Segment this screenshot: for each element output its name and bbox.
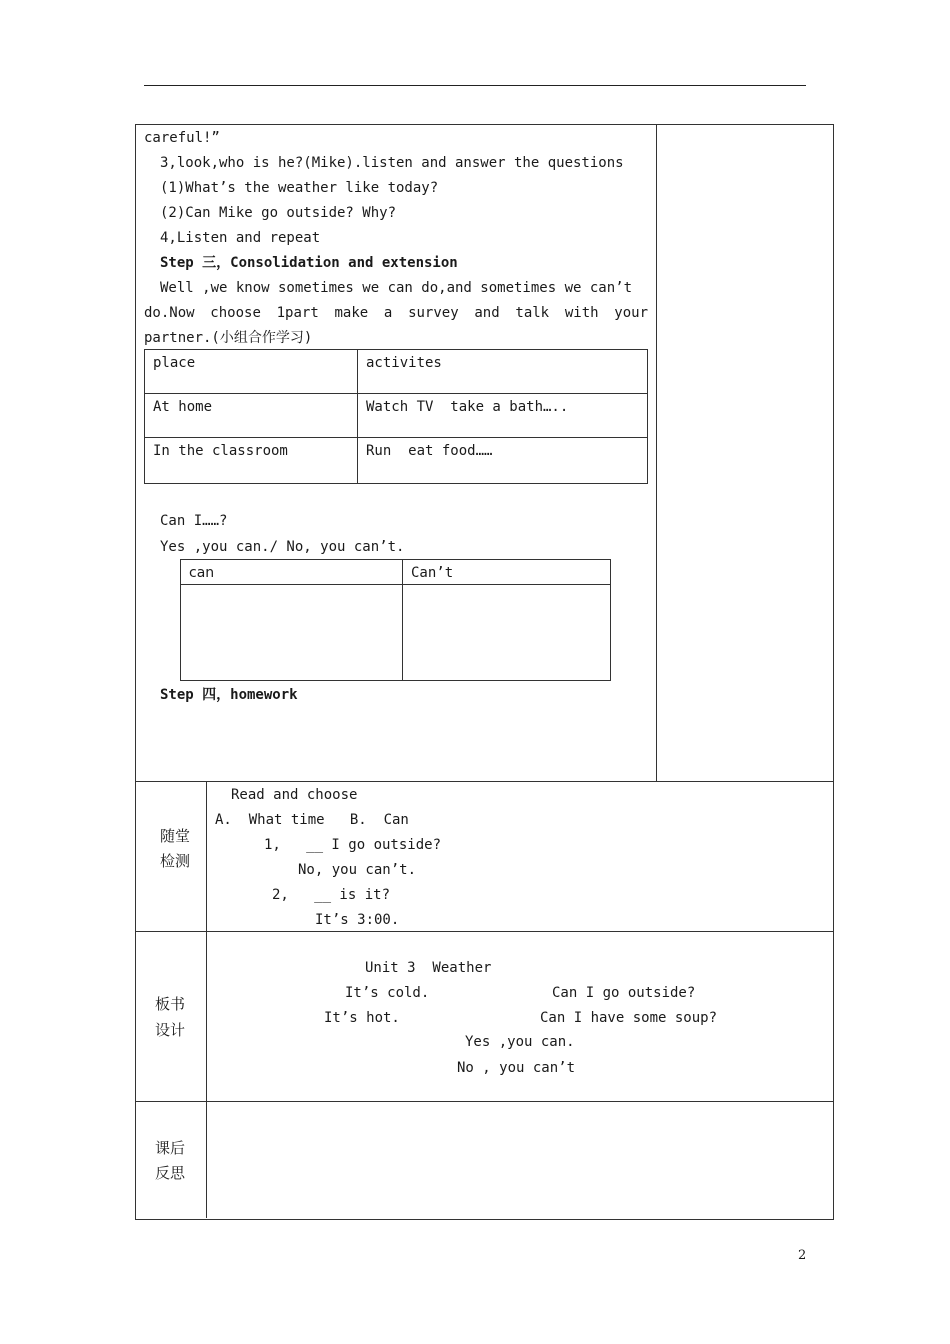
board-right-1: Can I go outside? [552,985,696,1001]
dialog-answer: Yes ,you can./ No, you can’t. [160,539,405,555]
test-answer-1: No, you can’t. [298,862,417,878]
step3-para-line2: do.Now choose 1part make a survey and talk with your [144,305,648,321]
board-label-line2: 设计 [154,1021,185,1039]
can-table-col-divider [402,559,403,680]
survey-cell-classroom-activities: Run eat food…… [366,443,493,459]
row-divider-3 [135,1101,833,1102]
row-divider-1 [135,781,833,782]
board-title: Unit 3 Weather [365,960,492,976]
step4-title: Step 四，homework [160,687,298,703]
survey-cell-classroom: In the classroom [153,443,288,459]
reflection-label-line1: 课后 [154,1139,185,1157]
line-careful: careful!” [144,130,220,146]
survey-header-activites: activites [366,355,442,371]
line-listen-repeat: 4,Listen and repeat [160,230,321,246]
header-rule [144,85,806,86]
test-label-line2: 检测 [159,852,190,870]
board-right-2: Can I have some soup? [540,1010,718,1026]
step3-para-line3: partner.(小组合作学习) [144,330,313,346]
can-table-header-can: can [189,565,215,581]
test-options: A. What time B. Can [215,812,409,828]
survey-row-divider-2 [144,437,647,438]
can-table-header-cant: Can’t [411,565,454,581]
dialog-question: Can I……? [160,513,228,529]
survey-row-divider-1 [144,393,647,394]
page-number: 2 [798,1248,807,1263]
line-question-2: (2)Can Mike go outside? Why? [160,205,397,221]
line-look-who: 3,look,who is he?(Mike).listen and answer the questions [160,155,624,171]
can-table-header-divider [180,584,610,585]
step3-para-line1: Well ,we know sometimes we can do,and sometimes we can’t [160,280,633,296]
line-question-1: (1)What’s the weather like today? [160,180,439,196]
test-label-line1: 随堂 [159,827,190,845]
notes-column-divider [656,124,657,781]
board-label-line1: 板书 [154,995,185,1013]
board-left-2: It’s hot. [324,1010,400,1026]
test-answer-2: It’s 3:00. [315,912,400,928]
test-question-2: 2, __ is it? [272,887,391,903]
survey-col-divider [357,349,358,483]
reflection-label-line2: 反思 [154,1164,185,1182]
test-question-1: 1, __ I go outside? [264,837,442,853]
survey-cell-at-home: At home [153,399,213,415]
survey-header-place: place [153,355,196,371]
board-answer-1: Yes ,you can. [465,1034,575,1050]
board-answer-2: No , you can’t [457,1060,576,1076]
board-left-1: It’s cold. [345,985,430,1001]
test-instruction: Read and choose [231,787,358,803]
can-table [180,559,611,681]
row-divider-2 [135,931,833,932]
survey-cell-home-activities: Watch TV take a bath….. [366,399,569,415]
step3-title: Step 三，Consolidation and extension [160,255,458,271]
